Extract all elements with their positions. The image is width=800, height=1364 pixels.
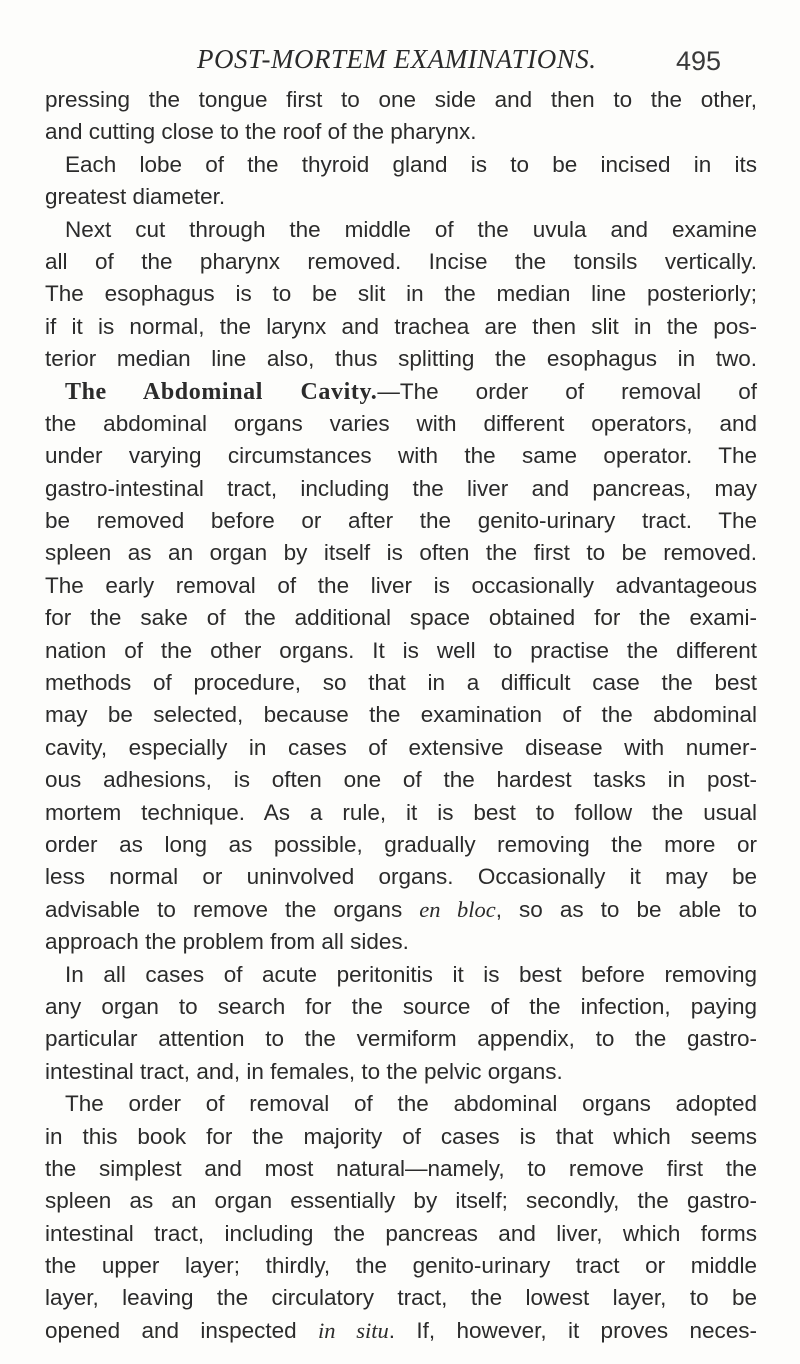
running-head xyxy=(0,44,800,84)
text-line: cavity, especially in cases of extensive disease with numer- xyxy=(45,734,757,760)
text-line: nation of the other organs. It is well to practise the different xyxy=(45,637,757,663)
italic-phrase: in situ xyxy=(318,1317,389,1343)
text-line: The esophagus is to be slit in the median line posteriorly; xyxy=(45,281,757,307)
text-line: less normal or uninvolved organs. Occasionally it may be xyxy=(45,864,757,890)
text-line: the simplest and most natural—namely, to remove first the xyxy=(45,1155,757,1181)
italic-phrase: en bloc xyxy=(419,896,496,922)
line-segment: , so as to be able to xyxy=(495,896,757,922)
text-line: order as long as possible, gradually removing the more or xyxy=(45,831,757,857)
heading-line-text: —The order of removal of xyxy=(377,378,758,404)
text-line: spleen as an organ essentially by itself; secondly, the gastro- xyxy=(45,1188,757,1214)
text-line: any organ to search for the source of the infection, paying xyxy=(45,993,757,1019)
line-segment: . If, however, it proves neces- xyxy=(388,1317,757,1343)
text-line: Each lobe of the thyroid gland is to be incised in its xyxy=(65,151,757,177)
text-line: under varying circumstances with the same operator. The xyxy=(45,443,757,469)
text-line: gastro-intestinal tract, including the liver and pancreas, may xyxy=(45,475,757,501)
text-line: In all cases of acute peritonitis it is best before removing xyxy=(65,961,757,987)
running-title: POST-MORTEM EXAMINATIONS. xyxy=(197,44,597,74)
text-line: spleen as an organ by itself is often the first to be removed. xyxy=(45,540,757,566)
text-line: the upper layer; thirdly, the genito-urinary tract or middle xyxy=(45,1253,757,1279)
text-line: pressing the tongue first to one side and then to the other, xyxy=(45,87,757,112)
line-segment: advisable to remove the organs xyxy=(45,896,403,922)
text-line: The early removal of the liver is occasionally advantageous xyxy=(45,572,757,598)
text-line: and cutting close to the roof of the pharynx. xyxy=(45,119,477,145)
text-line: methods of procedure, so that in a difficult case the best xyxy=(45,670,757,696)
text-line: layer, leaving the circulatory tract, the lowest layer, to be xyxy=(45,1285,757,1311)
section-heading-line xyxy=(45,376,757,408)
text-line: the abdominal organs varies with different operators, and xyxy=(45,410,757,436)
text-line: greatest diameter. xyxy=(45,184,226,210)
text-line: all of the pharynx removed. Incise the tonsils vertically. xyxy=(45,248,757,274)
body-text xyxy=(45,84,757,1347)
text-line: be removed before or after the genito-urinary tract. The xyxy=(45,508,757,534)
text-line xyxy=(45,1315,757,1347)
page-number: 495 xyxy=(676,46,722,76)
text-line xyxy=(45,894,757,926)
text-line: The order of removal of the abdominal organs adopted xyxy=(65,1091,757,1117)
text-line: terior median line also, thus splitting the esophagus in two. xyxy=(45,346,757,372)
text-line: in this book for the majority of cases is that which seems xyxy=(45,1123,757,1149)
line-segment: opened and inspected xyxy=(45,1317,297,1343)
text-line: Next cut through the middle of the uvula and examine xyxy=(65,216,757,242)
text-line: may be selected, because the examination of the abdominal xyxy=(45,702,757,728)
text-line: approach the problem from all sides. xyxy=(45,929,409,955)
text-line: for the sake of the additional space obtained for the exami- xyxy=(45,605,757,631)
text-line: if it is normal, the larynx and trachea are then slit in the pos- xyxy=(45,313,757,339)
text-line: particular attention to the vermiform appendix, to the gastro- xyxy=(45,1026,757,1052)
text-line: intestinal tract, including the pancreas and liver, which forms xyxy=(45,1220,757,1246)
text-line: intestinal tract, and, in females, to the pelvic organs. xyxy=(45,1058,563,1084)
section-heading: The Abdominal Cavity. xyxy=(65,378,378,405)
text-line: ous adhesions, is often one of the hardest tasks in post- xyxy=(45,767,757,793)
text-line: mortem technique. As a rule, it is best to follow the usual xyxy=(45,799,757,825)
